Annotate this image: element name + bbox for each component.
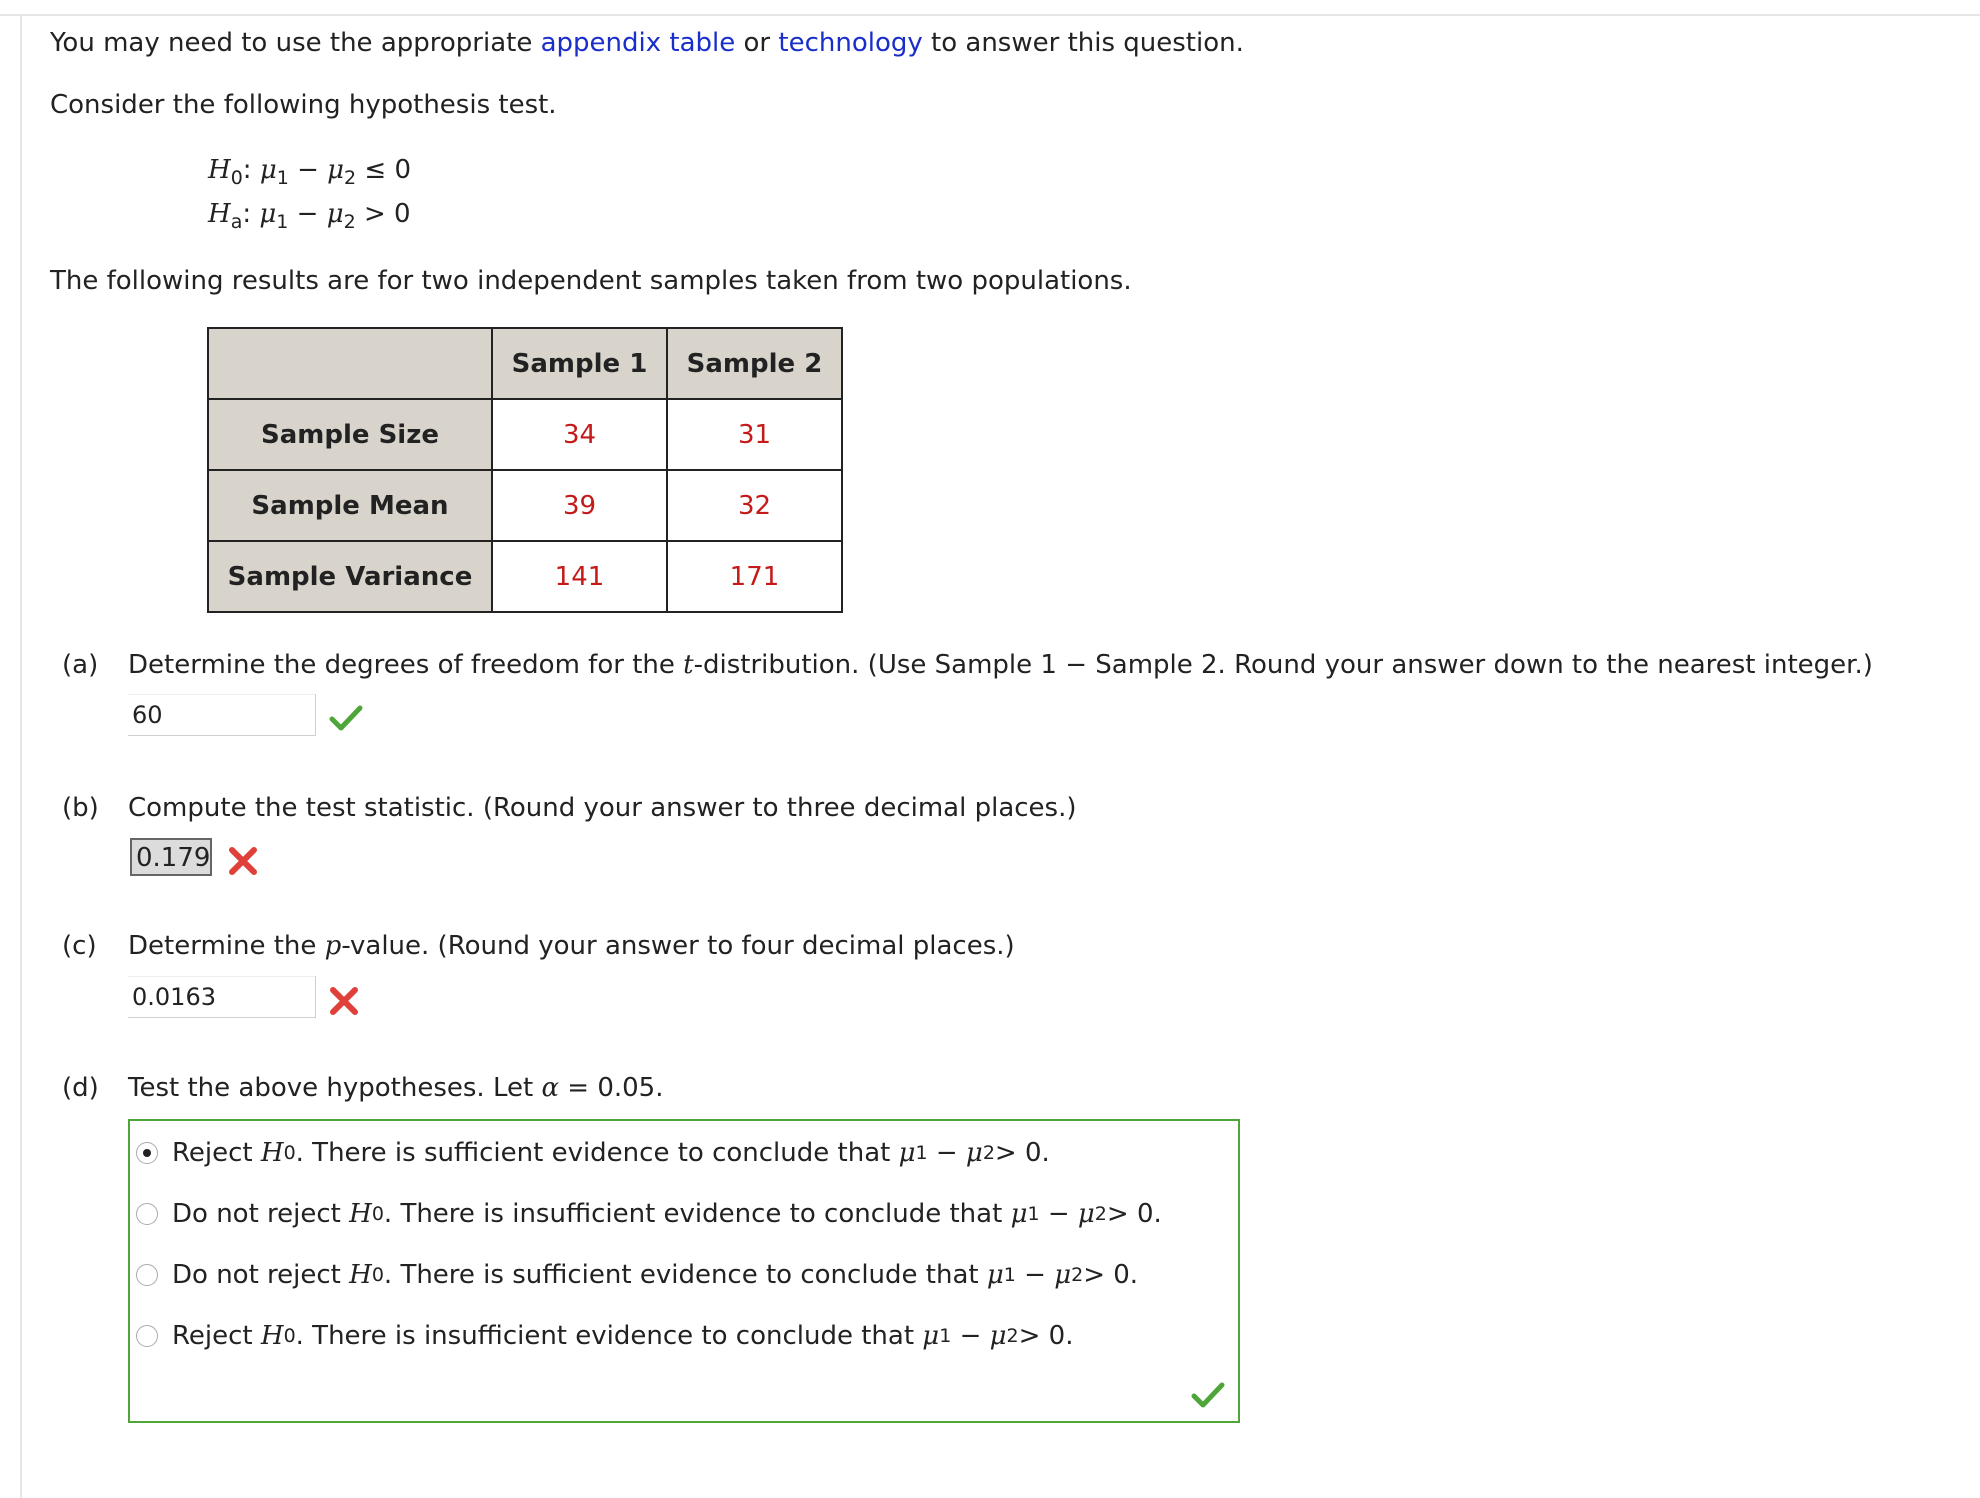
option-do-not-reject-sufficient[interactable]: Do not reject H 0 . There is sufficient evidence to conclude that μ 1 − μ 2 > 0. <box>136 1260 1138 1290</box>
table-header-cell: Sample 1 <box>492 328 667 399</box>
table-cell: 34 <box>492 399 667 470</box>
correct-check-icon <box>1190 1377 1226 1413</box>
part-d-question: Test the above hypotheses. Let α = 0.05. <box>128 1073 664 1103</box>
intro-text-before: You may need to use the appropriate <box>50 28 541 58</box>
table-row <box>208 470 842 541</box>
hypothesis-options-group <box>128 1119 1240 1423</box>
correct-check-icon <box>328 700 364 736</box>
null-hypothesis: $H_0$: $\mu_1 - \mu_2 \le 0$ <box>208 155 411 189</box>
radio-button[interactable] <box>136 1325 158 1347</box>
table-cell: 39 <box>492 470 667 541</box>
row-label: Sample Mean <box>208 470 492 541</box>
table-cell: 141 <box>492 541 667 612</box>
alternative-hypothesis: $H_a$: $\mu_1 - \mu_2 > 0$ <box>208 199 411 233</box>
option-do-not-reject-insufficient[interactable]: Do not reject H 0 . There is insufficient evidence to conclude that μ 1 − μ 2 > 0. <box>136 1199 1162 1229</box>
part-a-label: (a) <box>62 650 99 680</box>
option-reject-sufficient[interactable]: Reject H 0 . There is sufficient evidence to conclude that μ 1 − μ 2 > 0. <box>136 1138 1050 1168</box>
top-divider <box>0 14 1980 16</box>
part-b-label: (b) <box>62 793 99 823</box>
incorrect-x-icon <box>225 843 261 879</box>
part-c-label: (c) <box>62 931 97 961</box>
part-d-label: (d) <box>62 1073 99 1103</box>
table-header-row <box>208 328 842 399</box>
intro-text-middle: or <box>735 28 779 58</box>
appendix-table-link[interactable]: appendix table <box>540 28 736 58</box>
part-b-question: Compute the test statistic. (Round your answer to three decimal places.) <box>128 793 1077 823</box>
test-statistic-input[interactable]: 0.179 <box>130 838 212 876</box>
part-c-question: Determine the p-value. (Round your answer to four decimal places.) <box>128 931 1015 961</box>
table-cell: 32 <box>667 470 842 541</box>
technology-link[interactable]: technology <box>778 28 923 58</box>
radio-button[interactable] <box>136 1203 158 1225</box>
instructions <box>50 28 1244 58</box>
intro-text-after: to answer this question. <box>922 28 1244 58</box>
option-reject-insufficient[interactable]: Reject H 0 . There is insufficient evidence to conclude that μ 1 − μ 2 > 0. <box>136 1321 1073 1351</box>
left-divider <box>20 16 22 1498</box>
radio-button-selected[interactable] <box>136 1142 158 1164</box>
results-text: The following results are for two independent samples taken from two populations. <box>50 266 1132 296</box>
table-cell: 171 <box>667 541 842 612</box>
sample-results-table <box>207 327 843 613</box>
part-a-question: Determine the degrees of freedom for the t-distribution. (Use Sample 1 − Sample 2. Round your answer down to the nearest integer.) <box>128 650 1873 680</box>
row-label: Sample Variance <box>208 541 492 612</box>
table-row <box>208 541 842 612</box>
p-value-input[interactable]: 0.0163 <box>128 976 316 1018</box>
table-header-cell <box>208 328 492 399</box>
degrees-of-freedom-input[interactable]: 60 <box>128 694 316 736</box>
radio-button[interactable] <box>136 1264 158 1286</box>
table-row <box>208 399 842 470</box>
table-header-cell: Sample 2 <box>667 328 842 399</box>
incorrect-x-icon <box>326 983 362 1019</box>
table-cell: 31 <box>667 399 842 470</box>
consider-text: Consider the following hypothesis test. <box>50 90 557 120</box>
row-label: Sample Size <box>208 399 492 470</box>
